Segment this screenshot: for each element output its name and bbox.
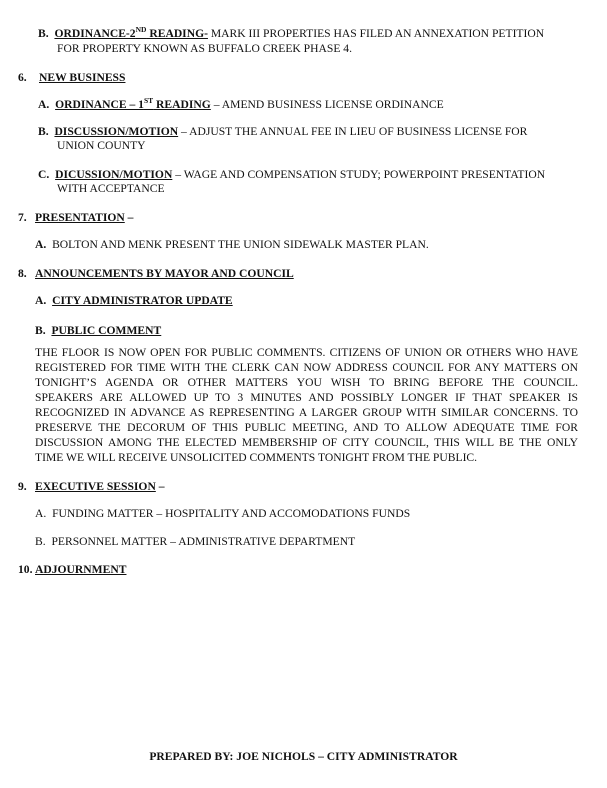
item-7-heading-row bbox=[35, 210, 133, 225]
item-6b-letter: B. bbox=[38, 125, 49, 138]
item-9b bbox=[35, 534, 355, 549]
item-6a-title: ORDINANCE – 1ST READING bbox=[55, 96, 211, 111]
item-6a-text: – AMEND BUSINESS LICENSE ORDINANCE bbox=[210, 98, 444, 111]
item-10-heading: ADJOURNMENT bbox=[35, 563, 127, 576]
item-10-number: 10. bbox=[18, 563, 33, 576]
item-7-heading: PRESENTATION bbox=[35, 211, 125, 224]
item-7a-letter: A. bbox=[35, 238, 47, 251]
item-6-heading: NEW BUSINESS bbox=[39, 71, 126, 84]
item-6c-title: DICUSSION/MOTION bbox=[55, 168, 173, 181]
item-5b-line2: FOR PROPERTY KNOWN AS BUFFALO CREEK PHASE 4. bbox=[57, 42, 352, 55]
item-8a bbox=[35, 293, 233, 308]
paragraph-line: THE FLOOR IS NOW OPEN FOR PUBLIC COMMENTS. CITIZENS OF UNION OR OTHERS WHO HAVE bbox=[35, 346, 578, 359]
item-9a-letter: A. bbox=[35, 507, 47, 520]
item-9a bbox=[35, 506, 410, 521]
prepared-by-footer: PREPARED BY: JOE NICHOLS – CITY ADMINISTRATOR bbox=[149, 750, 458, 763]
item-9b-text: PERSONNEL MATTER – ADMINISTRATIVE DEPARTMENT bbox=[51, 535, 356, 548]
item-5b-letter: B. bbox=[38, 27, 49, 40]
item-9-heading: EXECUTIVE SESSION bbox=[35, 480, 156, 493]
item-7a bbox=[35, 237, 429, 252]
item-8b-letter: B. bbox=[35, 324, 46, 337]
paragraph-line: TIME WE WILL RECEIVE UNSOLICITED COMMENTS TONIGHT FROM THE PUBLIC. bbox=[35, 451, 478, 464]
paragraph-line: TONIGHT’S AGENDA OR OTHER MATTERS YOU WISH TO BRING BEFORE THE COUNCIL. bbox=[35, 376, 578, 389]
item-5b-text: MARK III PROPERTIES HAS FILED AN ANNEXATION PETITION bbox=[207, 27, 545, 40]
item-6-number: 6. bbox=[18, 71, 27, 84]
item-7-dash: – bbox=[124, 211, 134, 224]
item-6c-letter: C. bbox=[38, 168, 50, 181]
item-6c-text: – WAGE AND COMPENSATION STUDY; POWERPOINT PRESENTATION bbox=[172, 168, 546, 181]
item-8a-letter: A. bbox=[35, 294, 47, 307]
item-7-number: 7. bbox=[18, 211, 27, 224]
item-6a-letter: A. bbox=[38, 98, 50, 111]
item-9-number: 9. bbox=[18, 480, 27, 493]
item-8b bbox=[35, 323, 161, 338]
item-5b bbox=[38, 26, 580, 41]
paragraph-line: REGISTERED FOR TIME WITH THE CLERK CAN NOW ADDRESS COUNCIL FOR ANY MATTERS ON bbox=[35, 361, 578, 374]
item-8a-title: CITY ADMINISTRATOR UPDATE bbox=[52, 294, 233, 307]
item-6c-line2: WITH ACCEPTANCE bbox=[57, 182, 165, 195]
paragraph-line: RECOGNIZED IN ADVANCE AS REPRESENTING A LARGER GROUP WITH SIMILAR CONCERNS. TO bbox=[35, 406, 578, 419]
item-9-dash: – bbox=[155, 480, 165, 493]
item-5b-title: ORDINANCE-2ND READING- bbox=[54, 25, 208, 40]
paragraph-line: PRESERVE THE DECORUM OF THIS PUBLIC MEETING, AND TO ALLOW ADEQUATE TIME FOR bbox=[35, 421, 578, 434]
item-6b-line2: UNION COUNTY bbox=[57, 139, 146, 152]
item-8-number: 8. bbox=[18, 267, 27, 280]
item-9b-letter: B. bbox=[35, 535, 46, 548]
item-7a-text: BOLTON AND MENK PRESENT THE UNION SIDEWALK MASTER PLAN. bbox=[52, 238, 429, 251]
item-6a bbox=[38, 97, 580, 112]
item-6b-title: DISCUSSION/MOTION bbox=[54, 125, 179, 138]
item-8-heading: ANNOUNCEMENTS BY MAYOR AND COUNCIL bbox=[35, 267, 294, 280]
paragraph-line: DISCUSSION AMONG THE ELECTED MEMBERSHIP OF CITY COUNCIL, THIS WILL BE THE ONLY bbox=[35, 436, 578, 449]
public-comment-paragraph bbox=[35, 345, 578, 465]
item-9a-text: FUNDING MATTER – HOSPITALITY AND ACCOMODATIONS FUNDS bbox=[52, 507, 411, 520]
item-6c bbox=[38, 167, 580, 182]
item-9-heading-row bbox=[35, 479, 165, 494]
item-8b-title: PUBLIC COMMENT bbox=[51, 324, 162, 337]
item-6b-text: – ADJUST THE ANNUAL FEE IN LIEU OF BUSINESS LICENSE FOR bbox=[178, 125, 528, 138]
paragraph-line: SPEAKERS ARE ALLOWED UP TO 3 MINUTES AND POSSIBLY LONGER IF THAT SPEAKER IS bbox=[35, 391, 578, 404]
item-6b bbox=[38, 124, 580, 139]
